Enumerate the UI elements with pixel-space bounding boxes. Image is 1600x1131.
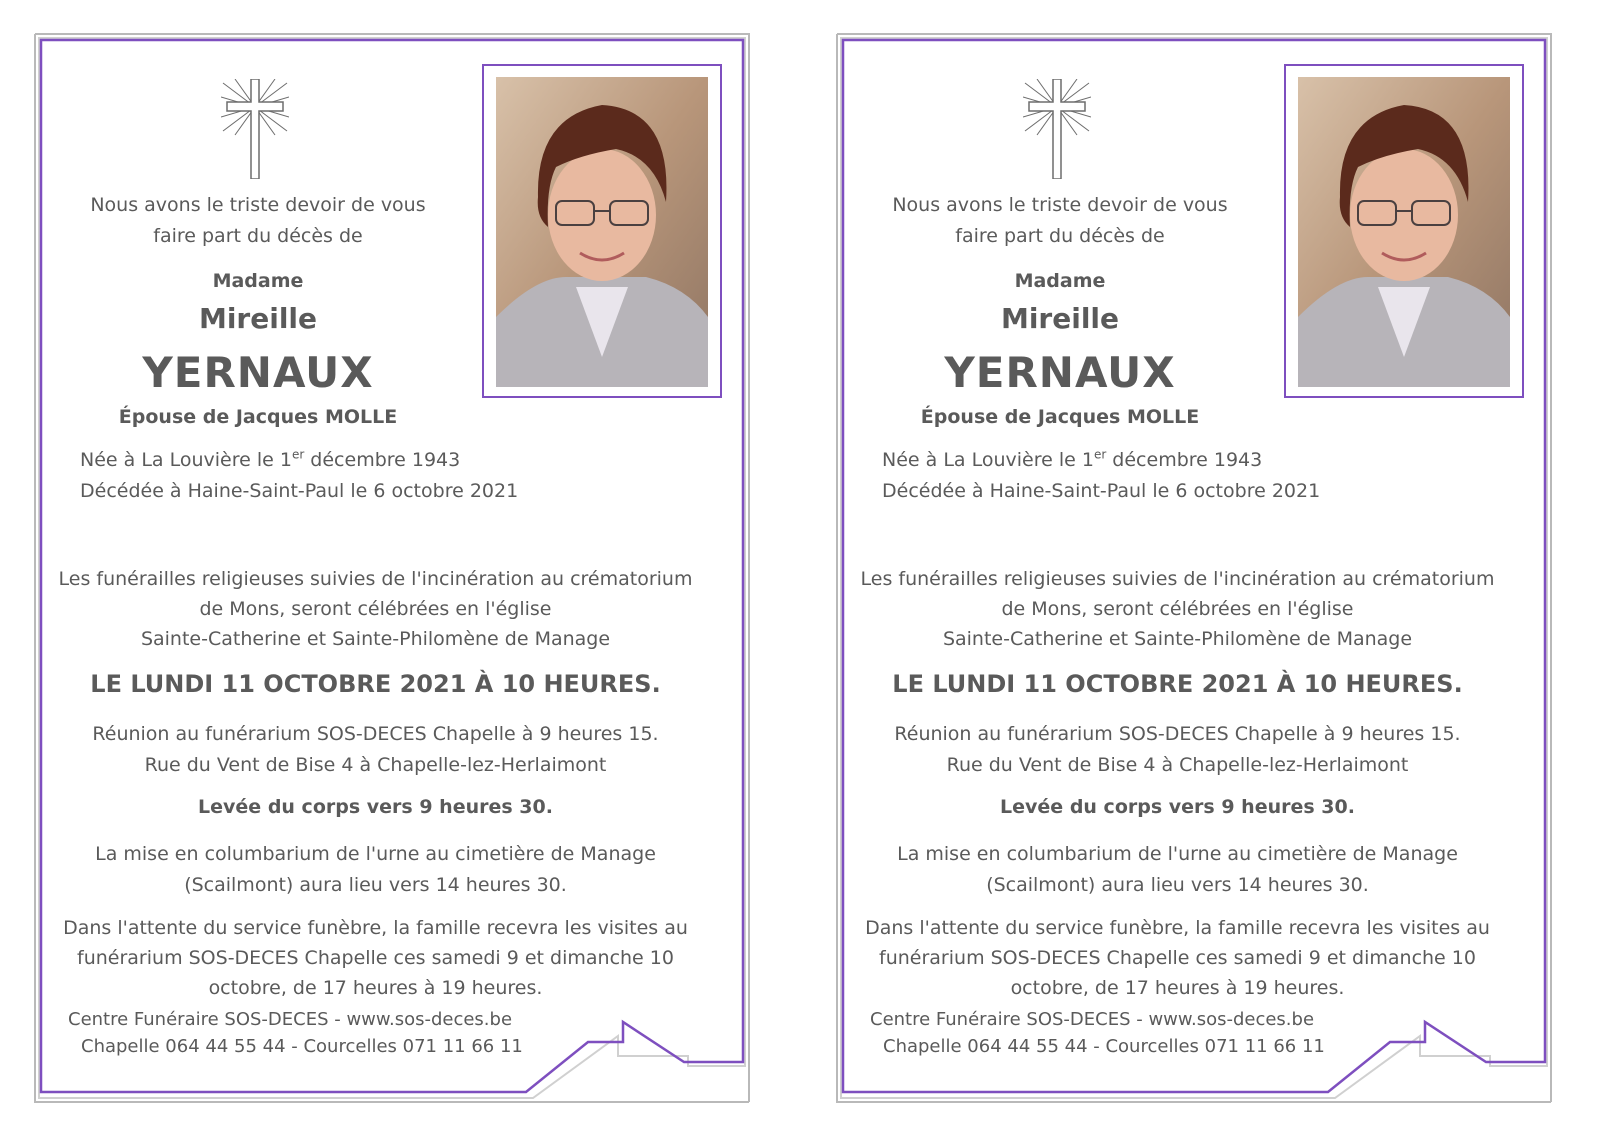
- deceased-first-name: Mireille: [1000, 302, 1120, 335]
- funeral-info: Les funérailles religieuses suivies de l'incinération au crématorium de Mons, seront célébrées en l'église Sainte-Catherine et Sainte-Philomène de Manage: [860, 568, 1495, 650]
- spouse-line: Épouse de Jacques MOLLE: [118, 406, 398, 428]
- columbarium-info: La mise en columbarium de l'urne au cimetière de Manage (Scailmont) aura lieu vers 14 heures 30.: [897, 843, 1458, 896]
- visits-info: Dans l'attente du service funèbre, la famille recevra les visites au funérarium SOS-DECES Chapelle ces samedi 9 et dimanche 10 octobre, de 17 heures à 19 heures.: [865, 917, 1490, 999]
- birth-line: Née à La Louvière le 1er décembre 1943: [882, 447, 1263, 471]
- intro-line: faire part du décès de: [955, 225, 1165, 247]
- obituary-card-left: [33, 32, 767, 1104]
- ceremony-datetime: LE LUNDI 11 OCTOBRE 2021 À 10 HEURES.: [892, 670, 1463, 698]
- death-line: Décédée à Haine-Saint-Paul le 6 octobre 2021: [80, 480, 519, 502]
- obituary-card-right: [835, 32, 1569, 1104]
- portrait-frame: [1284, 64, 1524, 398]
- ceremony-datetime: LE LUNDI 11 OCTOBRE 2021 À 10 HEURES.: [90, 670, 661, 698]
- intro-line: faire part du décès de: [153, 225, 363, 247]
- columbarium-info: La mise en columbarium de l'urne au cimetière de Manage (Scailmont) aura lieu vers 14 heures 30.: [95, 843, 656, 896]
- deceased-title: Madame: [212, 270, 304, 292]
- footer-phone-line: Chapelle 064 44 55 44 - Courcelles 071 11 66 11: [883, 1036, 1325, 1057]
- footer-contact-line: Centre Funéraire SOS-DECES - www.sos-deces.be: [68, 1009, 513, 1030]
- intro-text: [865, 190, 1255, 252]
- deceased-title: Madame: [1014, 270, 1106, 292]
- intro-line: Nous avons le triste devoir de vous: [892, 194, 1228, 216]
- reunion-info: Réunion au funérarium SOS-DECES Chapelle à 9 heures 15. Rue du Vent de Bise 4 à Chapelle-lez-Herlaimont: [92, 723, 659, 776]
- life-dates: [882, 445, 1320, 507]
- reunion-info: Réunion au funérarium SOS-DECES Chapelle à 9 heures 15. Rue du Vent de Bise 4 à Chapelle-lez-Herlaimont: [894, 723, 1461, 776]
- intro-line: Nous avons le triste devoir de vous: [90, 194, 426, 216]
- life-dates: [80, 445, 518, 507]
- portrait-frame: [482, 64, 722, 398]
- levee-info: Levée du corps vers 9 heures 30.: [1000, 796, 1355, 818]
- deceased-last-name: YERNAUX: [142, 348, 374, 397]
- deceased-last-name: YERNAUX: [944, 348, 1176, 397]
- radiant-cross-icon: [221, 79, 289, 179]
- levee-info: Levée du corps vers 9 heures 30.: [198, 796, 553, 818]
- portrait-photo: [1298, 77, 1510, 387]
- footer-phone-line: Chapelle 064 44 55 44 - Courcelles 071 11 66 11: [81, 1036, 523, 1057]
- spouse-line: Épouse de Jacques MOLLE: [920, 406, 1200, 428]
- footer-contact-line: Centre Funéraire SOS-DECES - www.sos-deces.be: [870, 1009, 1315, 1030]
- intro-text: [63, 190, 453, 252]
- funeral-info: Les funérailles religieuses suivies de l'incinération au crématorium de Mons, seront célébrées en l'église Sainte-Catherine et Sainte-Philomène de Manage: [58, 568, 693, 650]
- deceased-first-name: Mireille: [198, 302, 318, 335]
- death-line: Décédée à Haine-Saint-Paul le 6 octobre 2021: [882, 480, 1321, 502]
- birth-line: Née à La Louvière le 1er décembre 1943: [80, 447, 461, 471]
- visits-info: Dans l'attente du service funèbre, la famille recevra les visites au funérarium SOS-DECES Chapelle ces samedi 9 et dimanche 10 octobre, de 17 heures à 19 heures.: [63, 917, 688, 999]
- radiant-cross-icon: [1023, 79, 1091, 179]
- portrait-photo: [496, 77, 708, 387]
